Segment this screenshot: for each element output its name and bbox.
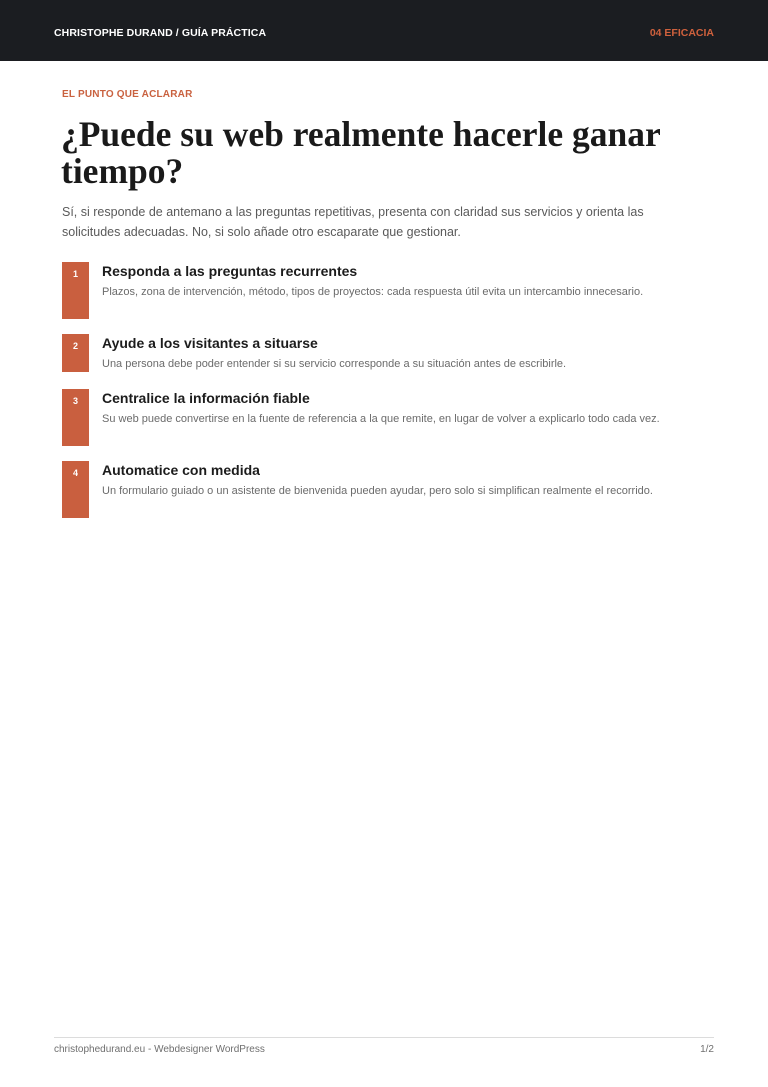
step-description: Plazos, zona de intervención, método, tipos de proyectos: cada respuesta útil evita un intercambio innecesario. [102,286,644,298]
step-number-badge: 2 [62,334,89,372]
step-number-badge: 3 [62,389,89,446]
step-title: Responda a las preguntas recurrentes [102,263,358,279]
step-title: Automatice con medida [102,462,260,478]
section-label: 04 EFICACIA [649,27,714,39]
step-number-badge: 1 [62,262,89,319]
top-header-bar [0,0,768,61]
step-description: Un formulario guiado o un asistente de bienvenida pueden ayudar, pero solo si simplifican realmente el recorrido. [102,485,653,497]
brand-label: CHRISTOPHE DURAND / GUÍA PRÁCTICA [54,27,267,39]
footer-site-label: christophedurand.eu - Webdesigner WordPress [54,1044,265,1055]
page-number: 1/2 [700,1044,714,1055]
eyebrow-label: EL PUNTO QUE ACLARAR [62,89,193,100]
step-title: Ayude a los visitantes a situarse [102,335,318,351]
lead-paragraph: Sí, si responde de antemano a las preguntas repetitivas, presenta con claridad sus servicios y orienta las solicitudes adecuadas. No, si solo añade otro escaparate que gestionar. [62,205,644,239]
step-number-badge: 4 [62,461,89,518]
footer-divider [54,1037,714,1038]
step-description: Una persona debe poder entender si su servicio corresponde a su situación antes de escribirle. [102,358,567,370]
page-title: ¿Puede su web realmente hacerle ganar tiempo? [61,114,661,191]
step-description: Su web puede convertirse en la fuente de referencia a la que remite, en lugar de volver a explicarlo todo cada vez. [102,413,660,425]
step-title: Centralice la información fiable [102,390,310,406]
